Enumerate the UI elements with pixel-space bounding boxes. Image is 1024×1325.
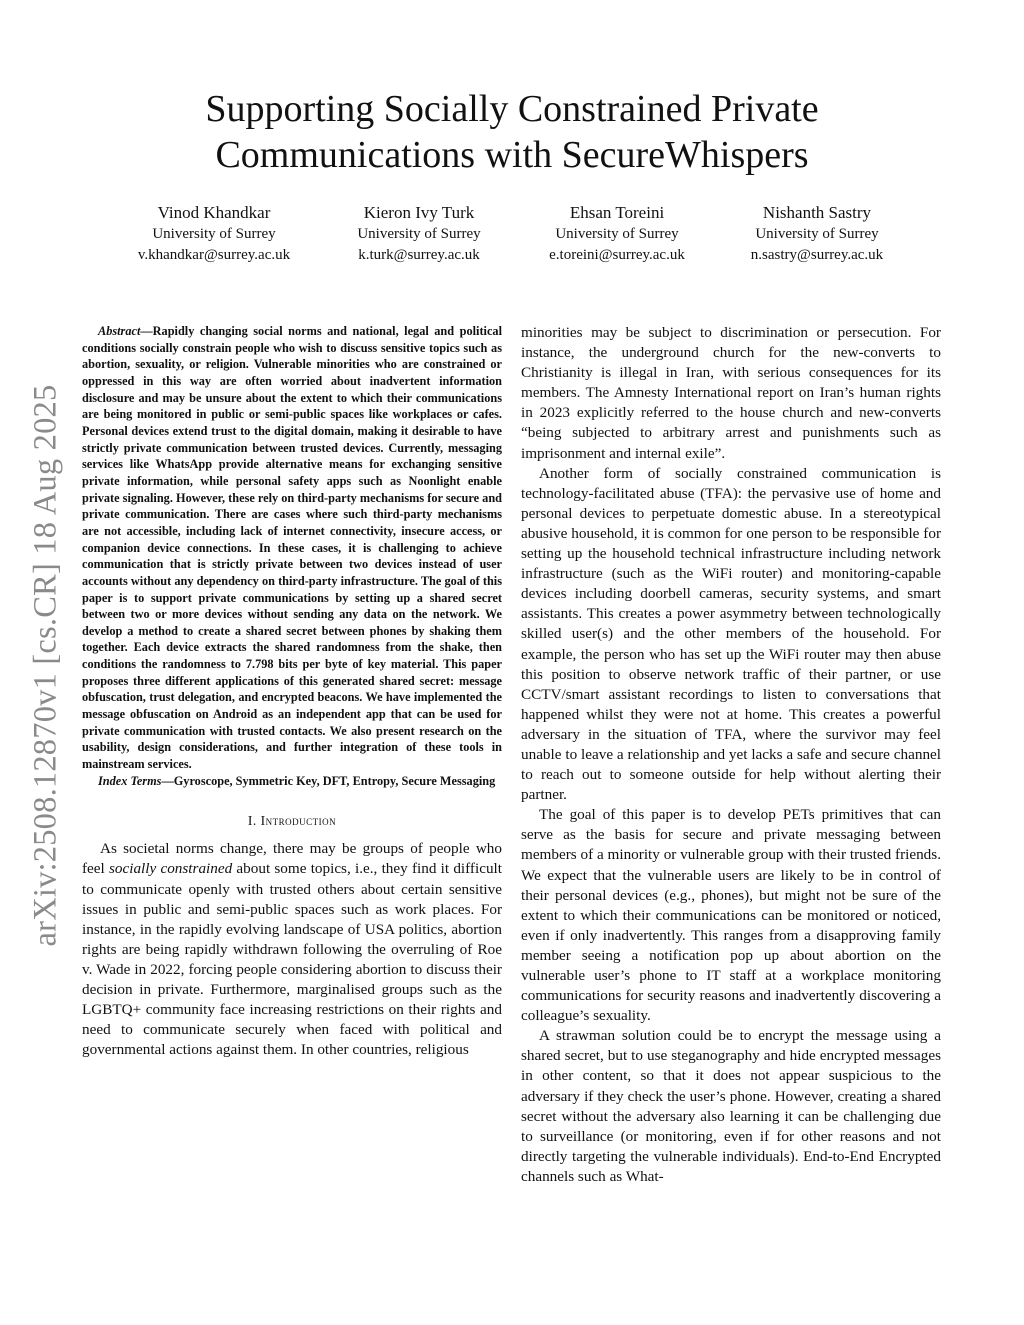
author-affiliation: University of Surrey bbox=[357, 226, 481, 242]
author-block bbox=[114, 202, 914, 272]
author-name: Nishanth Sastry bbox=[762, 203, 872, 222]
abstract-text: —Rapidly changing social norms and national, legal and political conditions socially constrain people who wish to discuss sensitive topics such as abortion, sexuality, or religion. Vulnerable minorities who are constrained or oppressed in this way are often worried about inadvertent information disclosure and may be unsure about the extent to which their communications are being monitored in public or semi-public spaces like workplaces or cafes. Personal devices extend trust to the digital domain, making it desirable to have strictly private communication between trusted devices. Currently, messaging services like WhatsApp provide alternative means for exchanging sensitive private information, while personal safety apps such as Noonlight enable private signaling. However, these rely on third-party mechanisms for secure and private communication. There are cases where such third-party mechanisms are not accessible, including lack of internet connectivity, insecure access, or companion device connections. In these cases, it is challenging to achieve communication that is strictly private between two devices instead of user accounts without any dependency on third-party infrastructure. The goal of this paper is to support private communications by setting up a shared secret between two or more devices without sending any data on the network. We develop a method to create a shared secret between phones by shaking them together. Each device extracts the shared randomness from the shake, then conditions the randomness to 7.798 bits per byte of key material. This paper proposes three different applications of this generated shared secret: message obfuscation, trust delegation, and encrypted beacons. We have implemented the message obfuscation on Android as an independent app that can be used for private communication with trusted contacts. We also present research on the usability, design considerations, and further integration of these tools in mainstream services. bbox=[82, 324, 502, 772]
intro-p1-text-b: about some topics, i.e., they find it difficult to communicate openly with trusted others about certain sensitive issues in public and semi-public spaces such as work places. For instance, in the rapidly evolving landscape of USA politics, abortion rights are being rapidly withdrawn following the overruling of Roe v. Wade in 2022, forcing people considering abortion to discuss their decision in private. Furthermore, marginalised groups such as the LGBTQ+ community face increasing restrictions on their rights and need to communicate securely when faced with political and governmental actions against them. In other countries, religious bbox=[82, 860, 502, 1059]
author-3 bbox=[517, 202, 717, 266]
intro-p1-emphasis: socially constrained bbox=[109, 860, 233, 878]
intro-p1-text-a: As societal norms change, there may be groups of people who feel bbox=[82, 840, 502, 878]
author-2 bbox=[319, 202, 519, 266]
author-affiliation: University of Surrey bbox=[755, 226, 879, 242]
author-email: v.khandkar@surrey.ac.uk bbox=[137, 247, 291, 263]
arxiv-identifier bbox=[4, 370, 88, 960]
author-4 bbox=[717, 202, 917, 266]
intro-paragraph-4: The goal of this paper is to develop PETs primitives that can serve as the basis for secure and private messaging between members of a minority or vulnerable group with their trusted friends. We expect that the vulnerable users are likely to be in control of their personal devices (e.g., phones), but might not be sure of the extent to which their communications can be monitored or noticed, even if only inadvertently. This ranges from a disapproving family member seeing a notification pop up about abortion on the vulnerable user’s phone to IT staff at a workplace monitoring communications for security reasons and inadvertently discovering a colleague’s sexuality. bbox=[521, 806, 941, 1025]
abstract-label: Abstract bbox=[98, 324, 141, 338]
paper-title bbox=[120, 86, 904, 178]
author-name: Vinod Khandkar bbox=[157, 203, 271, 222]
author-name: Kieron Ivy Turk bbox=[363, 203, 475, 222]
author-email: n.sastry@surrey.ac.uk bbox=[750, 247, 884, 263]
arxiv-identifier-text: arXiv:2508.12870v1 [cs.CR] 18 Aug 2025 bbox=[27, 384, 64, 946]
author-email: k.turk@surrey.ac.uk bbox=[358, 247, 480, 263]
paper-title-line-2: Communications with SecureWhispers bbox=[215, 134, 809, 176]
author-1 bbox=[114, 202, 314, 266]
index-terms-text: —Gyroscope, Symmetric Key, DFT, Entropy, Secure Messaging bbox=[161, 773, 496, 788]
section-heading-introduction: I. Introduction bbox=[247, 813, 337, 829]
paper-title-line-1: Supporting Socially Constrained Private bbox=[205, 88, 819, 130]
intro-paragraph-3: Another form of socially constrained communication is technology-facilitated abuse (TFA): the pervasive use of home and personal devices to perpetuate domestic abuse. In a stereotypical abusive household, it is common for one person to be responsible for setting up the household technical infrastructure including network infrastructure (such as the WiFi router) and monitoring-capable devices including doorbell cameras, security systems, and smart assistants. This creates a power asymmetry between technologically skilled user(s) and the other members of the household. For example, the person who has set up the WiFi router may then abuse this position to observe network traffic of their partner, or use CCTV/smart assistant recordings to listen to conversations that happened whilst they were not at home. This creates a powerful adversary in the situation of TFA, where the survivor may feel unable to leave a relationship and yet lacks a safe and secure channel to reach out to someone outside for help without alerting their partner. bbox=[521, 464, 941, 804]
index-terms bbox=[82, 773, 502, 790]
index-terms-label: Index Terms bbox=[98, 773, 162, 788]
author-name: Ehsan Toreini bbox=[569, 203, 665, 222]
intro-paragraph-5: A strawman solution could be to encrypt the message using a shared secret, but to use steganography and hide encrypted messages in other content, so that it does not appear suspicious to the adversary if they check the user’s phone. However, creating a shared secret without the adversary also learning it can be challenging due to surveillance (or monitoring, even if for other reasons and not directly targeting the vulnerable individuals). End-to-End Encrypted channels such as What- bbox=[521, 1027, 941, 1185]
left-column bbox=[82, 323, 502, 1060]
abstract bbox=[82, 323, 502, 773]
author-email: e.toreini@surrey.ac.uk bbox=[549, 247, 685, 263]
intro-paragraph-1 bbox=[82, 839, 502, 1060]
intro-paragraph-2: minorities may be subject to discrimination or persecution. For instance, the underground church for the new-converts to Christianity is illegal in Iran, with serious consequences for its members. The Amnesty International report on Iran’s human rights in 2023 explicitly referred to the house church and new-converts “being subjected to arbitrary arrest and punishments such as imprisonment and internal exile”. bbox=[521, 324, 941, 462]
right-column bbox=[521, 323, 941, 1187]
author-affiliation: University of Surrey bbox=[152, 226, 276, 242]
author-affiliation: University of Surrey bbox=[555, 226, 679, 242]
